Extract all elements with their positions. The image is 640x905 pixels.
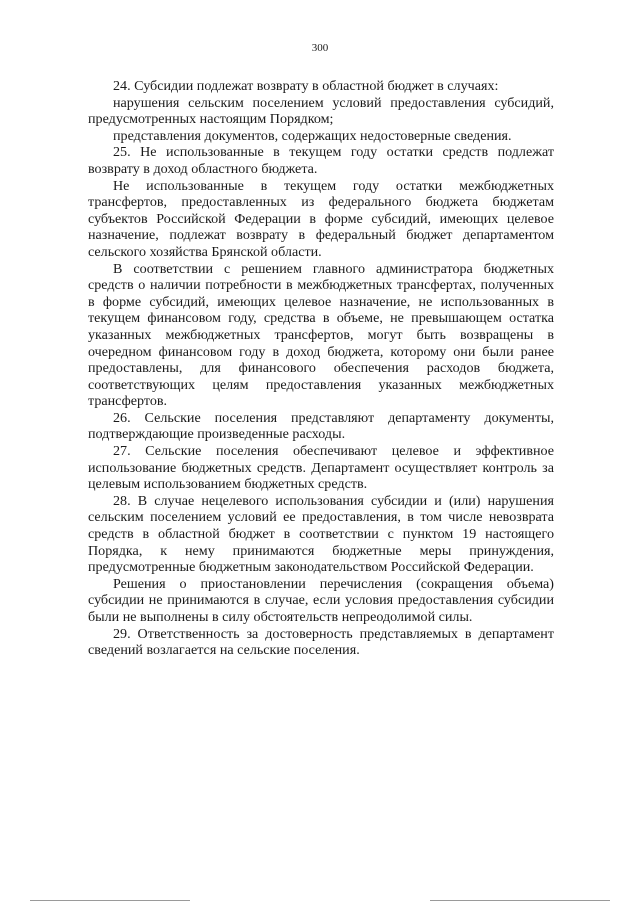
paragraph-25: 25. Не использованные в текущем году остатки средств подлежат возврату в доход областного бюджета. [88,144,554,177]
paragraph-28: 28. В случае нецелевого использования субсидии и (или) нарушения сельским поселением условий ее предоставления, в том числе невозврата средств в областной бюджет в соответствии с пунктом 19 настоящего Порядка, к нему принимаются бюджетные меры принуждения, предусмотренные бюджетным законодательством Российской Федерации. [88,492,554,576]
paragraph-24: 24. Субсидии подлежат возврату в областной бюджет в случаях: [113,78,499,94]
paragraph-24-case-violation: нарушения сельским поселением условий предоставления субсидий, предусмотренных настоящим Порядком; [88,94,554,128]
paragraph-27: 27. Сельские поселения обеспечивают целевое и эффективное использование бюджетных средств. Департамент осуществляет контроль за целевым использованием бюджетных средств. [88,443,554,493]
page-number: 300 [311,42,329,54]
paragraph-24-case-documents: представления документов, содержащих недостоверные сведения. [113,127,512,144]
paragraph-29: 29. Ответственность за достоверность представляемых в департамент сведений возлагается на сельские поселения. [88,625,554,659]
scan-edge-line-left [30,900,190,901]
paragraph-28-suspension: Решения о приостановлении перечисления (сокращения объема) субсидии не принимаются в случае, если условия предоставления субсидии были не выполнены в силу обстоятельств непреодолимой силы. [88,575,554,625]
paragraph-25-federal-transfers: Не использованные в текущем году остатки межбюджетных трансфертов, предоставленных из федерального бюджета бюджетам субъектов Российской Федерации в форме субсидий, имеющих целевое назначение, подлежат возврату в федеральный бюджет департаментом сельского хозяйства Брянской области. [88,177,554,260]
scan-edge-line-right [430,900,610,901]
paragraph-25-administrator-decision: В соответствии с решением главного администратора бюджетных средств о наличии потребности в межбюджетных трансфертах, полученных в форме субсидий, имеющих целевое назначение, не использованных в текущем финансовом году, средства в объеме, не превышающем остатка указанных межбюджетных трансфертов, могут быть возвращены в очередном финансовом году в доход бюджета, которому они были ранее предоставлены, для финансового обеспечения расходов бюджета, соответствующих целям предоставления указанных межбюджетных трансфертов. [88,260,554,410]
paragraph-26: 26. Сельские поселения представляют департаменту документы, подтверждающие произведенные расходы. [88,409,554,443]
document-body [88,78,554,659]
